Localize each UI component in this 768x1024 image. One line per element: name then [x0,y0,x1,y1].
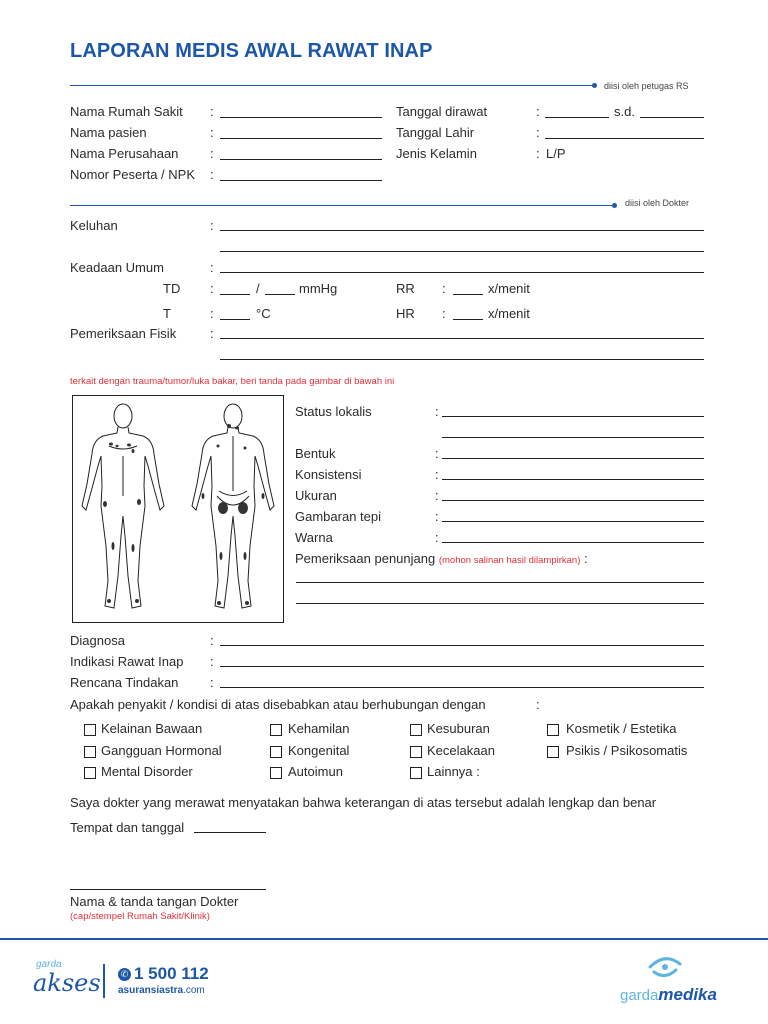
checkbox-label: Autoimun [288,764,343,779]
input-line-keadaan-umum[interactable] [220,272,704,273]
unit-xmenit: x/menit [488,306,530,321]
checkbox-label: Mental Disorder [101,764,193,779]
garda-text: garda [620,987,659,1004]
unit-celsius: °C [256,306,271,321]
checkbox-label: Gangguan Hormonal [101,743,222,758]
checkbox-label: Kongenital [288,743,350,758]
checkbox-gangguan-hormonal[interactable] [84,746,96,758]
colon: : [210,633,214,648]
label-td: TD [163,281,181,296]
input-line-tanggal-dirawat-end[interactable] [640,117,704,118]
input-line-pemeriksaan-fisik-2[interactable] [220,359,704,360]
footer-divider [0,938,768,940]
label-keadaan-umum: Keadaan Umum [70,260,164,275]
colon: : [536,697,540,712]
akses-logo: akses [33,969,101,997]
checkbox-kecelakaan[interactable] [410,746,422,758]
label-pemeriksaan-fisik: Pemeriksaan Fisik [70,326,177,341]
label-sd: s.d. [614,104,635,119]
page-title: LAPORAN MEDIS AWAL RAWAT INAP [70,40,433,62]
signature-label: Nama & tanda tangan Dokter [70,894,239,909]
colon: : [435,530,439,545]
question-text: Apakah penyakit / kondisi di atas disebabkan atau berhubungan dengan [70,697,486,712]
signature-note: (cap/stempel Rumah Sakit/Klinik) [70,911,210,922]
input-line-temperature[interactable] [220,319,250,320]
input-line-tanggal-dirawat-start[interactable] [545,117,609,118]
label-rr: RR [396,281,415,296]
input-line-diagnosa[interactable] [220,645,704,646]
colon: : [210,146,214,161]
checkbox-label: Kelainan Bawaan [101,721,203,736]
label-gambaran-tepi: Gambaran tepi [295,509,381,524]
jenis-kelamin-value[interactable]: L/P [546,146,566,161]
checkbox-label: Psikis / Psikosomatis [566,743,688,758]
colon: : [210,675,214,690]
input-line-pemeriksaan-fisik-1[interactable] [220,338,704,339]
input-line-indikasi-rawat-inap[interactable] [220,666,704,667]
checkbox-kelainan-bawaan[interactable] [84,724,96,736]
input-line-tempat-tanggal[interactable] [194,832,266,833]
input-line-status-lokalis-2[interactable] [442,437,704,438]
colon: : [442,281,446,296]
body-diagram-svg [73,396,283,622]
input-line-keluhan-2[interactable] [220,251,704,252]
label-nomor-peserta: Nomor Peserta / NPK [70,167,195,182]
input-line-nama-rumah-sakit[interactable] [220,117,382,118]
penunjang-label-text: Pemeriksaan penunjang [295,551,436,566]
colon: : [435,446,439,461]
input-line-keluhan-1[interactable] [220,230,704,231]
label-t: T [163,306,171,321]
input-line-rr[interactable] [453,294,483,295]
penunjang-note: (mohon salinan hasil dilampirkan) [438,555,581,566]
label-tempat-tanggal: Tempat dan tanggal [70,820,185,835]
label-bentuk: Bentuk [295,446,336,461]
checkbox-label: Kesuburan [427,721,490,736]
colon: : [583,551,588,566]
input-line-hr[interactable] [453,319,483,320]
website [118,985,205,996]
label-tanggal-dirawat: Tanggal dirawat [396,104,488,119]
input-line-status-lokalis-1[interactable] [442,416,704,417]
input-line-gambaran-tepi[interactable] [442,521,704,522]
label-nama-perusahaan: Nama Perusahaan [70,146,179,161]
checkbox-psikis-psikosomatis[interactable] [547,746,559,758]
colon: : [210,306,214,321]
label-hr: HR [396,306,415,321]
input-line-nomor-peserta[interactable] [220,180,382,181]
checkbox-label: Kecelakaan [427,743,495,758]
footer-separator [103,964,105,998]
section-divider-rs [70,85,594,86]
input-line-warna[interactable] [442,542,704,543]
colon: : [435,509,439,524]
statement-text: Saya dokter yang merawat menyatakan bahwa keterangan di atas tersebut adalah lengkap dan benar [70,795,657,810]
input-line-ukuran[interactable] [442,500,704,501]
garda-medika-icon [647,954,683,983]
input-line-penunjang-2[interactable] [296,603,704,604]
input-line-tanggal-lahir[interactable] [545,138,704,139]
phone-icon: ✆ [118,968,131,981]
colon: : [435,467,439,482]
colon: : [210,104,214,119]
label-nama-rumah-sakit: Nama Rumah Sakit [70,104,183,119]
colon: : [435,488,439,503]
akses-logo-small: garda [36,959,62,970]
garda-medika-logo [620,985,717,1005]
checkbox-kehamilan[interactable] [270,724,282,736]
note-dokter: diisi oleh Dokter [625,198,690,208]
input-line-rencana-tindakan[interactable] [220,687,704,688]
label-tanggal-lahir: Tanggal Lahir [396,125,475,140]
label-keluhan: Keluhan [70,218,118,233]
label-ukuran: Ukuran [295,488,337,503]
website-bold: asuransiastra [118,985,184,996]
divider-dot [592,83,597,88]
divider-dot [612,203,617,208]
checkbox-lainnya[interactable] [410,767,422,779]
label-indikasi-rawat-inap: Indikasi Rawat Inap [70,654,184,669]
input-line-td-systolic[interactable] [220,294,250,295]
input-line-penunjang-1[interactable] [296,582,704,583]
trauma-note: terkait dengan trauma/tumor/luka bakar, beri tanda pada gambar di bawah ini [70,376,395,387]
checkbox-autoimun[interactable] [270,767,282,779]
phone-number: 1 500 112 [134,964,209,983]
input-line-konsistensi[interactable] [442,479,704,480]
checkbox-kosmetik-estetika[interactable] [547,724,559,736]
label-pemeriksaan-penunjang [295,551,588,566]
colon: : [435,404,439,419]
checkbox-label: Lainnya : [427,764,480,779]
unit-xmenit: x/menit [488,281,530,296]
medika-text: medika [658,985,717,1004]
input-line-nama-perusahaan[interactable] [220,159,382,160]
checkbox-kesuburan[interactable] [410,724,422,736]
colon: : [210,125,214,140]
input-line-td-diastolic[interactable] [265,294,295,295]
input-line-bentuk[interactable] [442,458,704,459]
label-konsistensi: Konsistensi [295,467,362,482]
label-warna: Warna [295,530,333,545]
input-line-signature[interactable] [70,889,266,890]
label-diagnosa: Diagnosa [70,633,125,648]
checkbox-label: Kosmetik / Estetika [566,721,677,736]
checkbox-label: Kehamilan [288,721,350,736]
colon: : [210,218,214,233]
td-slash: / [256,281,260,296]
checkbox-kongenital[interactable] [270,746,282,758]
label-status-lokalis: Status lokalis [295,404,372,419]
body-diagram[interactable] [72,395,284,623]
colon: : [536,104,540,119]
colon: : [536,125,540,140]
input-line-nama-pasien[interactable] [220,138,382,139]
colon: : [210,326,214,341]
website-tld: .com [183,985,205,996]
checkbox-mental-disorder[interactable] [84,767,96,779]
colon: : [210,654,214,669]
colon: : [210,167,214,182]
colon: : [210,281,214,296]
label-nama-pasien: Nama pasien [70,125,147,140]
colon: : [536,146,540,161]
section-divider-dokter [70,205,614,206]
colon: : [442,306,446,321]
label-rencana-tindakan: Rencana Tindakan [70,675,179,690]
colon: : [210,260,214,275]
note-rs: diisi oleh petugas RS [604,81,689,91]
unit-mmhg: mmHg [299,281,338,296]
label-jenis-kelamin: Jenis Kelamin [396,146,477,161]
